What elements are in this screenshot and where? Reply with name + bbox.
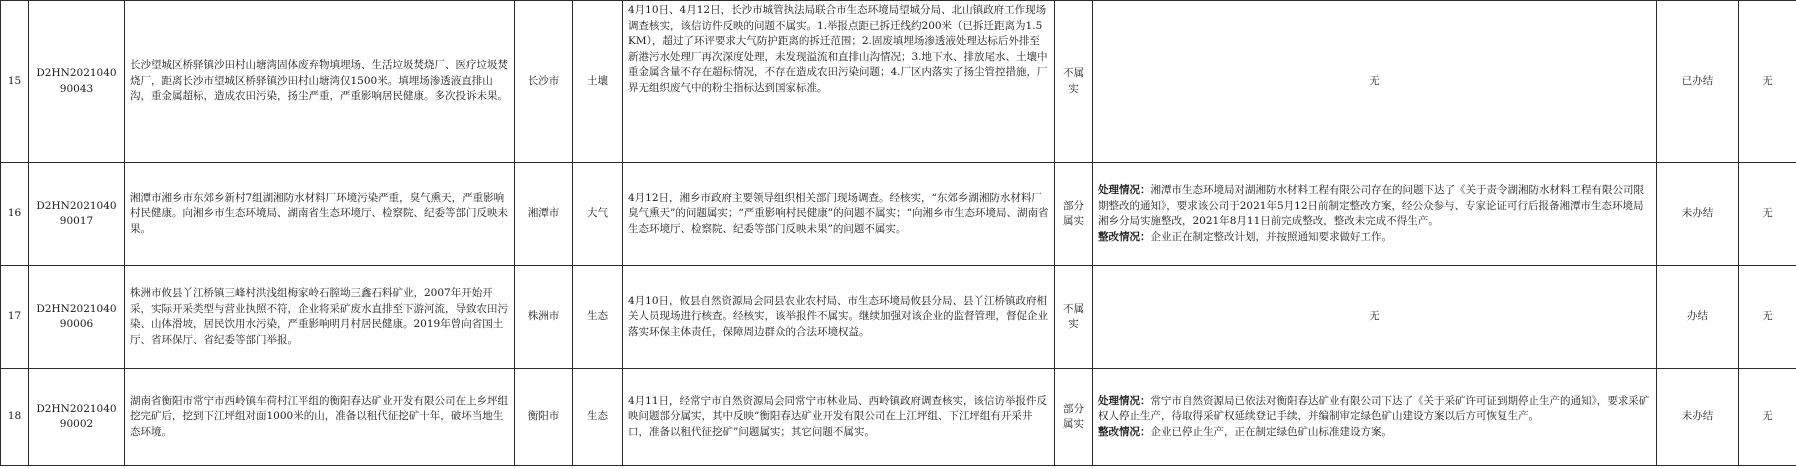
handling-text: 无 xyxy=(1369,310,1380,323)
accountability: 无 xyxy=(1739,266,1796,369)
city: 衡阳市 xyxy=(515,369,573,466)
handling-text: 无 xyxy=(1369,74,1380,87)
handling-rectification xyxy=(1093,1,1657,163)
complaint-content: 湖南省衡阳市常宁市西岭镇车荷村江平组的衡阳春达矿业开发有限公司在上乡坪组挖完矿后，挖到下江坪组对面1000米的山，准备以租代征挖矿十年，破坏当地生态环境。 xyxy=(125,369,515,466)
city: 株洲市 xyxy=(515,266,573,369)
row-number: 17 xyxy=(1,266,29,369)
status: 未办结 xyxy=(1657,163,1739,266)
accountability: 无 xyxy=(1739,369,1796,466)
row-number: 15 xyxy=(1,1,29,163)
status: 未办结 xyxy=(1657,369,1739,466)
city: 湘潭市 xyxy=(515,163,573,266)
investigation-result: 4月10日，攸县自然资源局会同县农业农村局、市生态环境局攸县分局、县丫江桥镇政府相关人员现场进行核查。经核实，该举报件不属实。继续加强对该企业的监督管理，督促企业落实环保主体责任，保障周边群众的合法环境权益。 xyxy=(623,266,1055,369)
table-row xyxy=(1,369,1796,466)
investigation-result: 4月10日、4月12日，长沙市城管执法局联合市生态环境局望城分局、北山镇政府工作现场调查核实，该信访件反映的问题不属实。1.举报点距已拆迁线约200米（已拆迁距离为1.5KM），超过了环评要求大气防护距离的拆迁范围；2.固废填埋场渗透液处理达标后外排至新港污水处理厂再次深度处理，未发现溢流和直排山沟情况；3.地下水、排放尾水、土壤中重金属含量不存在超标情况，不存在造成农田污染问题；4.厂区内落实了扬尘管控措施，厂界无组织废气中的粉尘指标达到国家标准。 xyxy=(623,1,1055,163)
case-code: D2HN202104090017 xyxy=(29,163,125,266)
handling-label: 处理情况： xyxy=(1098,184,1151,196)
rectify-text: 企业已停止生产，正在制定绿色矿山标准建设方案。 xyxy=(1150,425,1392,438)
table-row xyxy=(1,266,1796,369)
rectify-label: 整改情况： xyxy=(1098,230,1151,243)
pollution-type: 生态 xyxy=(573,369,623,466)
verdict: 不属实 xyxy=(1055,1,1093,163)
verdict: 不属实 xyxy=(1055,266,1093,369)
case-code: D2HN202104090002 xyxy=(29,369,125,466)
investigation-result: 4月11日，经常宁市自然资源局会同常宁市林业局、西岭镇政府调查核实，该信访举报件反映问题部分属实，其中反映“衡阳春达矿业开发有限公司在上江坪组、下江坪组有开采井口，准备以租代征挖矿”问题属实；其它问题不属实。 xyxy=(623,369,1055,466)
handling-label: 处理情况： xyxy=(1098,394,1151,407)
row-number: 18 xyxy=(1,369,29,466)
handling-rectification xyxy=(1093,369,1657,466)
status: 办结 xyxy=(1657,266,1739,369)
table-row xyxy=(1,1,1796,163)
table-row xyxy=(1,163,1796,266)
handling-rectification xyxy=(1093,266,1657,369)
accountability: 无 xyxy=(1739,1,1796,163)
case-code: D2HN202104090043 xyxy=(29,1,125,163)
investigation-result: 4月12日，湘乡市政府主要领导组织相关部门现场调查。经核实，“东郊乡湖湘防水材料厂臭气熏天”的问题属实；“严重影响村民健康”的问题不属实；“向湘乡市生态环境局、湖南省生态环境厅、检察院、纪委等部门反映未果”的问题不属实。 xyxy=(623,163,1055,266)
pollution-type: 生态 xyxy=(573,266,623,369)
city: 长沙市 xyxy=(515,1,573,163)
case-code: D2HN202104090006 xyxy=(29,266,125,369)
handling-text: 湘潭市生态环境局对湖湘防水材料工程有限公司存在的问题下达了《关于责令湖湘防水材料工程有限公司限期整改的通知》，要求该公司于2021年5月12日前制定整改方案，经公众参与、专家论证可行后报备湘潭市生态环境局湘乡分局实施整改，2021年8月11日前完成整改，整改未完成不得生产。 xyxy=(1098,184,1644,227)
complaint-content: 湘潭市湘乡市东郊乡新村7组湖湘防水材料厂环境污染严重，臭气熏天，严重影响村民健康。向湘乡市生态环境局、湖南省生态环境厅、检察院、纪委等部门反映未果。 xyxy=(125,163,515,266)
handling-text: 常宁市自然资源局已依法对衡阳春达矿业有限公司下达了《关于采矿许可证到期停止生产的通知》，要求采矿权人停止生产，待取得采矿权延续登记手续，并编制审定绿色矿山建设方案以后方可恢复生产。 xyxy=(1098,394,1650,423)
handling-rectification xyxy=(1093,163,1657,266)
verdict: 部分属实 xyxy=(1055,163,1093,266)
rectify-label: 整改情况： xyxy=(1098,425,1151,438)
verdict: 部分属实 xyxy=(1055,369,1093,466)
pollution-type: 土壤 xyxy=(573,1,623,163)
accountability: 无 xyxy=(1739,163,1796,266)
row-number: 16 xyxy=(1,163,29,266)
pollution-type: 大气 xyxy=(573,163,623,266)
complaint-content: 株洲市攸县丫江桥镇三峰村洪浅组梅家岭石膣坳三鑫石料矿业，2007年开始开采，实际开采类型与营业执照不符，企业将采矿废水直排至下游河流，导致农田污染、山体滑坡，居民饮用水污染，严重影响明月村居民健康。2019年曾向省国土厅、省环保厅、省纪委等部门举报。 xyxy=(125,266,515,369)
complaint-content: 长沙望城区桥驿镇沙田村山塘湾固体废弃物填埋场、生活垃圾焚烧厂、医疗垃圾焚烧厂，距离长沙市望城区桥驿镇沙田村山塘湾仅1500米。填埋场渗透液直排山沟，重金属超标，造成农田污染，扬尘严重，严重影响居民健康。多次投诉未果。 xyxy=(125,1,515,163)
status: 已办结 xyxy=(1657,1,1739,163)
rectify-text: 企业正在制定整改计划，并按照通知要求做好工作。 xyxy=(1150,230,1392,243)
